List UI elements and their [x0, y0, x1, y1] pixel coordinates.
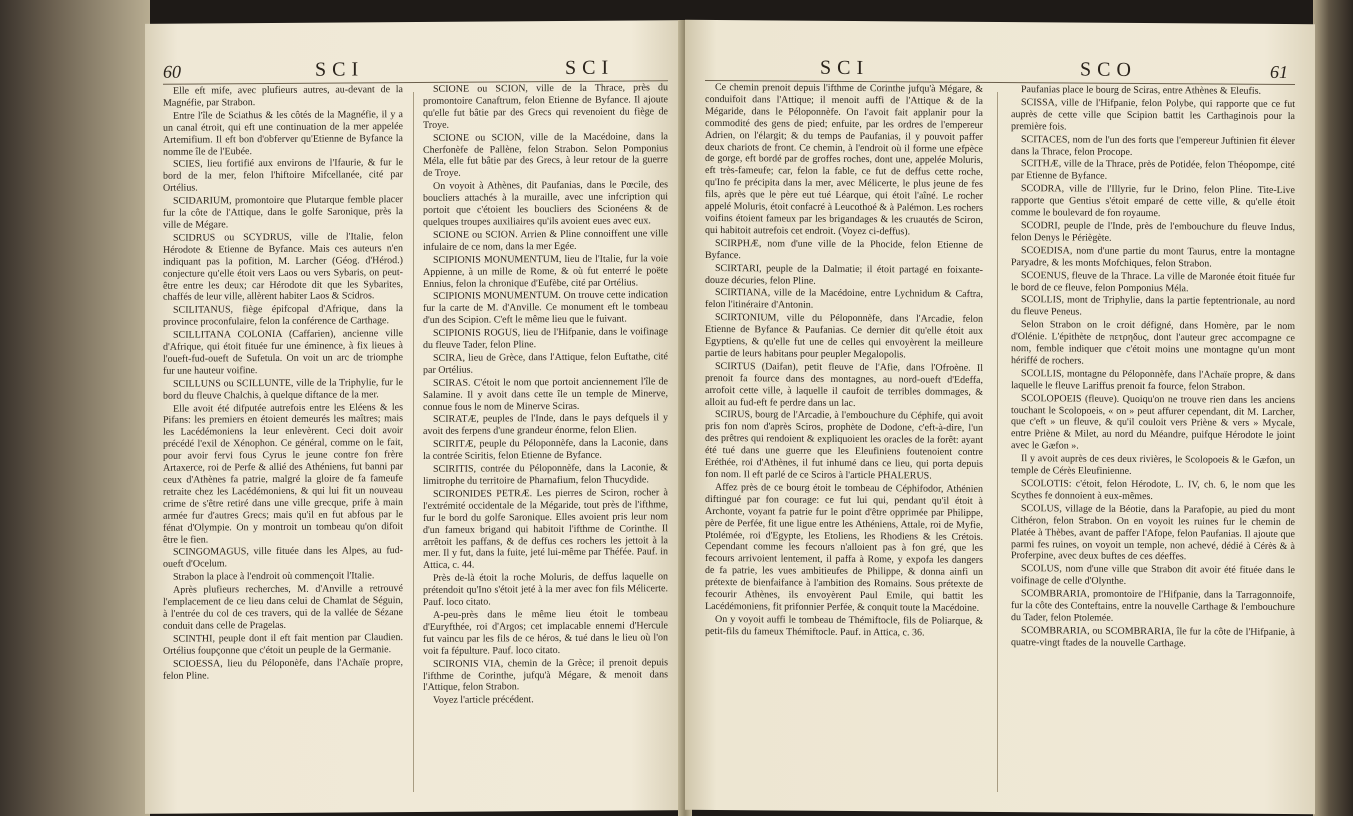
entry-paragraph: SCOLOTIS: c'étoit, felon Hérodote, L. IV, ch. 6, le nom que les Scythes fe donnoient à eux-mêmes.	[1011, 478, 1295, 502]
entry-paragraph: SCIRTUS (Daifan), petit fleuve de l'Afie, dans l'Ofroène. Il prenoit fa fource dans des montagnes, au nord-oueft d'Edeffa, arrofoit cette ville, à laquelle il caufoit de terribles dommages, & alloit au fud-eft fe perdre dans un lac.	[705, 360, 983, 409]
entry-paragraph: SCIRITÆ, peuple du Péloponnèfe, dans la Laconie, dans la contrée Sciritis, felon Etienne de Byfance.	[423, 437, 668, 463]
left-header-right: SCI	[565, 56, 615, 79]
right-header-right: SCO	[1080, 58, 1137, 81]
entry-paragraph: Voyez l'article précédent.	[433, 694, 534, 707]
entry-paragraph: SCIRUS, bourg de l'Arcadie, à l'embouchure du Céphife, qui avoit pris fon nom d'après Sciros, prophète de Dodone, c'eft-à-dire, l'un des prêtres qui rendoient & expliquoient les oracles de la forêt: ayant été tué dans une guerre que les Eleufiniens foutenoient contre Eréthée, roi d'Athènes, il fut inhumé dans ce lieu, qui porta depuis fon nom. Il eft parlé de ce Sciros à l'article PHALERUS.	[705, 409, 983, 482]
entry-paragraph: SCIPIONIS MONUMENTUM, lieu de l'Italie, fur la voie Appienne, à un mille de Rome, & où fut enterré le poëte Ennius, felon la chronique d'Eufèbe, cité par Ortélius.	[423, 252, 668, 290]
right-page-number: 61	[1270, 61, 1288, 83]
entry-paragraph: Elle avoit été difputée autrefois entre les Eléens & les Pifans: les premiers en étoient demeurés les maîtres; mais les Lacédémoniens la leur enlevèrent. Ceci doit avoir précédé l'exil de Xénophon. Ce général, comme on le fait, pour avoir fervi fous Cyrus le jeune contre fon frère Artaxerce, roi de Perfe & allié des Athéniens, fut banni par ceux d'Athènes fa patrie, malgré la gloire de fa fameufe retraite chez les Lacédémoniens, & qui lui fit un nouveau crime de s'être retiré dans une ville grecque, prife à main armée fur d'autres Grecs; mais qu'il en fut abfous par le fénat d'Olympie. On y montroit un tombeau qu'on difoit être le fien.	[163, 401, 403, 546]
entry-paragraph: SCIRA, lieu de Grèce, dans l'Attique, felon Euftathe, cité par Ortélius.	[423, 351, 668, 376]
entry-paragraph: SCIES, lieu fortifié aux environs de l'Ifaurie, & fur le bord de la mer, felon l'hiftoire Mifcellanée, cité par Ortélius.	[163, 157, 403, 195]
entry-paragraph: SCINTHI, peuple dont il eft fait mention par Claudien. Ortélius foupçonne que c'étoit un peuple de la Germanie.	[163, 631, 403, 657]
left-column-divider	[413, 92, 414, 792]
entry-paragraph: Elle eft mife, avec plufieurs autres, au-devant de la Magnéfie, par Strabon.	[163, 84, 403, 109]
entry-paragraph: SCIRAS. C'étoit le nom que portoit anciennement l'île de Salamine. Il y avoit dans cette île un temple de Minerve, connue fous le nom de Minerve Sciras.	[423, 375, 668, 413]
entry-paragraph: SCISSA, ville de l'Hifpanie, felon Polybe, qui rapporte que ce fut auprès de cette ville que Scipion battit les Carthaginois pour la première fois.	[1011, 97, 1295, 133]
entry-paragraph: On voyoit à Athènes, dit Paufanias, dans le Pœcile, des boucliers attachés à la muraille, avec une infcription qui portoit que c'étoient les boucliers des Scionéens & de quelques troupes auxiliaires qu'ils avoient eues avec eux.	[423, 179, 668, 228]
entry-paragraph: SCIONE ou SCION, ville de la Macédoine, dans la Cherfonèfe de Pallène, felon Strabon. Selon Pomponius Méla, elle fut bâtie par des Grecs, à leur retour de la guerre de Troye.	[423, 130, 668, 180]
entry-paragraph: SCIRTONIUM, ville du Péloponnèfe, dans l'Arcadie, felon Etienne de Byfance & Paufanias. Ce dernier dit qu'elle étoit aux Egyptiens, & qu'elle fut une de celles qui envoyèrent la meilleure partie de leurs habitans pour peupler Megalopolis.	[705, 312, 983, 361]
entry-paragraph: SCIRONIS VIA, chemin de la Grèce; il prenoit depuis l'ifthme de Corinthe, jufqu'à Mégare, & menoit dans l'Attique, felon Strabon.	[423, 656, 668, 694]
right-page	[685, 20, 1315, 814]
entry-paragraph: Il y avoit auprès de ces deux rivières, le Scolopoeis & le Gæfon, un temple de Cérès Eleufinienne.	[1011, 453, 1295, 478]
entry-paragraph: Après plufieurs recherches, M. d'Anville a retrouvé l'emplacement de ce lieu dans celui de Chamlat de Séguin, à l'entrée du col de ces travers, qui de la vallée de Sézane conduit dans celle de Pragelas.	[163, 583, 403, 632]
entry-paragraph: SCOMBRARIA, promontoire de l'Hifpanie, dans la Tarragonnoife, fur la côte des Conteftains, entre la nouvelle Carthage & l'embouchure du Tader, felon Ptolemée.	[1011, 588, 1295, 624]
entry-paragraph: SCODRI, peuple de l'Inde, près de l'embouchure du fleuve Indus, felon Denys le Périègète.	[1011, 220, 1295, 244]
entry-paragraph: SCIDARIUM, promontoire que Plutarque femble placer fur la côte de l'Attique, dans le golfe Saronique, près la ville de Mégare.	[163, 194, 403, 231]
right-header-left: SCI	[820, 56, 870, 80]
entry-paragraph: SCILLITANA COLONIA (Caffarien), ancienne ville d'Afrique, qui étoit fituée fur une éminence, à fix lieues à l'oueft-fud-oueft de Sufetula. On voit un arc de triomphe fur une hauteur voifine.	[163, 328, 403, 377]
entry-paragraph: SCIRTIANA, ville de la Macédoine, entre Lychnidum & Caftra, felon l'itinéraire d'Antonin.	[705, 287, 983, 312]
entry-paragraph: A-peu-près dans le même lieu étoit le tombeau d'Euryfthée, roi d'Argos; cet implacable ennemi d'Hercule fut vaincu par les fils de ce héros, & tué dans le lieu où l'on voit fa fépulture. Pauf. loco citato.	[423, 608, 668, 657]
entry-paragraph: SCIRTARI, peuple de la Dalmatie; il étoit partagé en foixante-douze décuries, felon Pline.	[705, 262, 983, 287]
entry-paragraph: Entre l'île de Sciathus & les côtés de la Magnéfie, il y a un canal étroit, qui eft une continuation de la mer appelée Artemifium. Il eft bon d'obferver qu'Etienne de Byfance la nomme île de l'Eubée.	[163, 108, 403, 158]
left-column-1	[163, 84, 403, 806]
entry-paragraph: SCOENUS, fleuve de la Thrace. La ville de Maronée étoit fituée fur le bord de ce fleuve, felon Pomponius Méla.	[1011, 269, 1295, 294]
entry-paragraph: SCODRA, ville de l'Illyrie, fur le Drino, felon Pline. Tite-Live rapporte que Gentius s'étoit emparé de cette ville, & qu'elle étoit comme le boulevard de fon royaume.	[1011, 183, 1295, 220]
entry-paragraph: SCILITANUS, fiège épifcopal d'Afrique, dans la province proconfulaire, felon la conférence de Carthage.	[163, 303, 403, 328]
entry-paragraph: SCIDRUS ou SCYDRUS, ville de l'Italie, felon Hérodote & Etienne de Byfance. Mais ces auteurs n'en indiquant pas la pofition, M. Larcher (Géog. d'Hérod.) conjecture qu'elle étoit vers Laos ou vers Sybaris, on peut-être entre les deux; car Hérodote dit que les Sybarites, chaffés de leur ville, allèrent habiter Laos & Scidros.	[163, 230, 403, 304]
entry-paragraph: Ce chemin prenoit depuis l'ifthme de Corinthe jufqu'à Mégare, & conduifoit dans l'Attique; il menoit auffi de l'Attique & de la Mégaride, dans le Péloponnèfe. On l'avoit fait applanir pour la commodité des gens de pied; enfuite, par les ordres de l'empereur Adrien, on l'élargit; & du temps de Paufanias, il y pouvoit paffer deux chariots de front. Ce chemin, à l'endroit où il forme une efpèce de gorge, eft bordé par de groffes roches, dont une, appelée Moluris, eft très-fameufe; car, felon la fable, ce fut de deffus cette roche, qu'Ino fe précipita dans la mer, avec Mélicerte, le plus jeune de fes fils, après que le père eut tué Léarque, qui étoit l'aîné. Le rocher appelé Moluris, étoit confacré à Leucothoé & à Palémon. Les rochers voifins étoient fameux par les brigandages & les cruautés de Sciron, qui habitoit autrefois cet endroit. (Voyez ci-deffus).	[705, 82, 983, 238]
entry-paragraph: SCIPIONIS MONUMENTUM. On trouve cette indication fur la carte de M. d'Anville. Ce monument eft le tombeau d'un des Scipion. C'eft le même lieu que le fuivant.	[423, 289, 668, 327]
entry-paragraph: SCIONE ou SCION, ville de la Thrace, près du promontoire Canaftrum, felon Etienne de Byfance. Il ajoute qu'elle fut bâtie par des Grecs qui revenoient du fiège de Troye.	[423, 82, 668, 131]
book-binding-left	[0, 0, 150, 816]
entry-paragraph: SCITACES, nom de l'un des forts que l'empereur Juftinien fit élever dans la Thrace, felon Procope.	[1011, 133, 1295, 158]
entry-paragraph: On y voyoit auffi le tombeau de Thémiftocle, fils de Poliarque, & petit-fils du fameux Thémiftocle. Pauf. in Attica, c. 36.	[705, 613, 983, 639]
entry-paragraph: SCIOESSA, lieu du Péloponèfe, dans l'Achaïe propre, felon Pline.	[163, 656, 403, 682]
right-column-2	[1011, 84, 1295, 806]
entry-paragraph: SCIRATÆ, peuples de l'Inde, dans le pays defquels il y avoit des ferpens d'une grandeur énorme, felon Elien.	[423, 412, 668, 438]
left-column-2	[423, 82, 668, 804]
entry-paragraph: SCIRONIDES PETRÆ. Les pierres de Sciron, rocher à l'extrémité occidentale de la Mégaride, tout près de l'ifthme, fur le bord du golfe Saronique. Elles avoient pris leur nom d'un fameux brigand qui habitoit l'ifthme de Corinthe. Il arrêtoit les paffans, & de deffus ces rochers les jettoit à la mer. Il y fut, dans la fuite, jeté lui-même par Théfée. Pauf. in Attica, c. 44.	[423, 487, 668, 572]
entry-paragraph: SCIRPHÆ, nom d'une ville de la Phocide, felon Etienne de Byfance.	[705, 237, 983, 261]
entry-paragraph: Affez près de ce bourg étoit le tombeau de Céphifodor, Athénien diftingué par fon courage: ce fut lui qui, pendant qu'il étoit à Archonte, voyant fa patrie fur le point d'être opprimée par Philippe, père de Perfée, fit une ligue entre les Athéniens, Attale, roi de Myfie, Ptolémée, roi d'Egypte, les Etoliens, les Rhodiens & les Crétois. Cependant comme les fecours n'alloient pas à fon gré, que les fecours arrivoient lentement, il paffa à Rome, y expofa les dangers de fa patrie, les vues ambitieufes de Philippe, & donna ainfi un prétexte de bienfaifance à l'ambition des Romains. Sous prétexte de fecourir Athènes, ils envoyèrent Paul Emile, qui battit les Lacédémoniens, fit prifonnier Perfée, & conquit toute la Macédoine.	[705, 481, 983, 614]
entry-paragraph: SCOMBRARIA, ou SCOMBRARIA, île fur la côte de l'Hifpanie, à quatre-vingt ftades de la nouvelle Carthage.	[1011, 625, 1295, 650]
entry-paragraph: SCOEDISA, nom d'une partie du mont Taurus, entre la montagne Paryadre, & les monts Mofchiques, felon Strabon.	[1011, 244, 1295, 270]
entry-paragraph: Paufanias place le bourg de Sciras, entre Athènes & Eleufis.	[1021, 84, 1262, 97]
entry-paragraph: SCIRITIS, contrée du Péloponnèfe, dans la Laconie, & limitrophe du territoire de Pharnafium, felon Thucydide.	[423, 462, 668, 487]
left-page	[145, 20, 685, 814]
entry-paragraph: SCOLLIS, mont de Triphylie, dans la partie feptentrionale, au nord du fleuve Peneus.	[1011, 294, 1295, 318]
right-column-divider	[997, 92, 998, 792]
entry-paragraph: SCOLUS, nom d'une ville que Strabon dit avoir été fituée dans le voifinage de celle d'Olynthe.	[1011, 563, 1295, 588]
entry-paragraph: Selon Strabon on le croit défigné, dans Homère, par le nom d'Olénie. L'épithète de πετρηδυς, dont l'auteur grec accompagne ce nom, femble indiquer que c'étoit moins une montagne qu'un mont hériffé de rochers.	[1011, 319, 1295, 367]
entry-paragraph: SCIPIONIS ROGUS, lieu de l'Hifpanie, dans le voifinage du fleuve Tader, felon Pline.	[423, 326, 668, 351]
entry-paragraph: SCOLOPOEIS (fleuve). Quoiqu'on ne trouve rien dans les anciens touchant le Scolopoeis, « on » peut affurer cependant, dit M. Larcher, que c'eft » un fleuve, & qu'il couloit vers Priène & vers » Mycale, entre Priène & Milet, au nord du Méandre, puifque Hérodote le joint avec le Gæfon ».	[1011, 392, 1295, 452]
entry-paragraph: SCILLUNS ou SCILLUNTE, ville de la Triphylie, fur le bord du fleuve Chalchis, à quelque diftance de la mer.	[163, 376, 403, 402]
entry-paragraph: SCITHÆ, ville de la Thrace, près de Potidée, felon Théopompe, cité par Etienne de Byfance.	[1011, 158, 1295, 183]
book-binding-right	[1313, 0, 1353, 816]
entry-paragraph: Près de-là étoit la roche Moluris, de deffus laquelle on prétendoit qu'Ino s'étoit jeté à la mer avec fon fils Mélicerte. Pauf. loco citato.	[423, 571, 668, 609]
right-column-1	[705, 82, 983, 804]
left-header-left: SCI	[315, 58, 365, 81]
entry-paragraph: SCIONE ou SCION. Arrien & Pline connoiffent une ville infulaire de ce nom, dans la mer Egée.	[423, 228, 668, 253]
entry-paragraph: SCOLUS, village de la Béotie, dans la Parafopie, au pied du mont Cithéron, felon Strabon. On en voyoit les ruines fur le chemin de Platée à Thèbes, avant de paffer l'Afope, felon Paufanias. Il ajoute que parmi fes ruines, on voyoit un temple, non achevé, dédié à Cérès & à Proferpine, avec deux buftes de ces déeffes.	[1011, 502, 1295, 563]
entry-paragraph: SCINGOMAGUS, ville fituée dans les Alpes, au fud-oueft d'Ocelum.	[163, 545, 403, 571]
entry-paragraph: Strabon la place à l'endroit où commençoit l'Italie.	[173, 570, 375, 583]
entry-paragraph: SCOLLIS, montagne du Péloponnèfe, dans l'Achaïe propre, & dans laquelle le fleuve Lariffus prenoit fa fource, felon Strabon.	[1011, 367, 1295, 393]
left-page-number: 60	[163, 61, 181, 82]
